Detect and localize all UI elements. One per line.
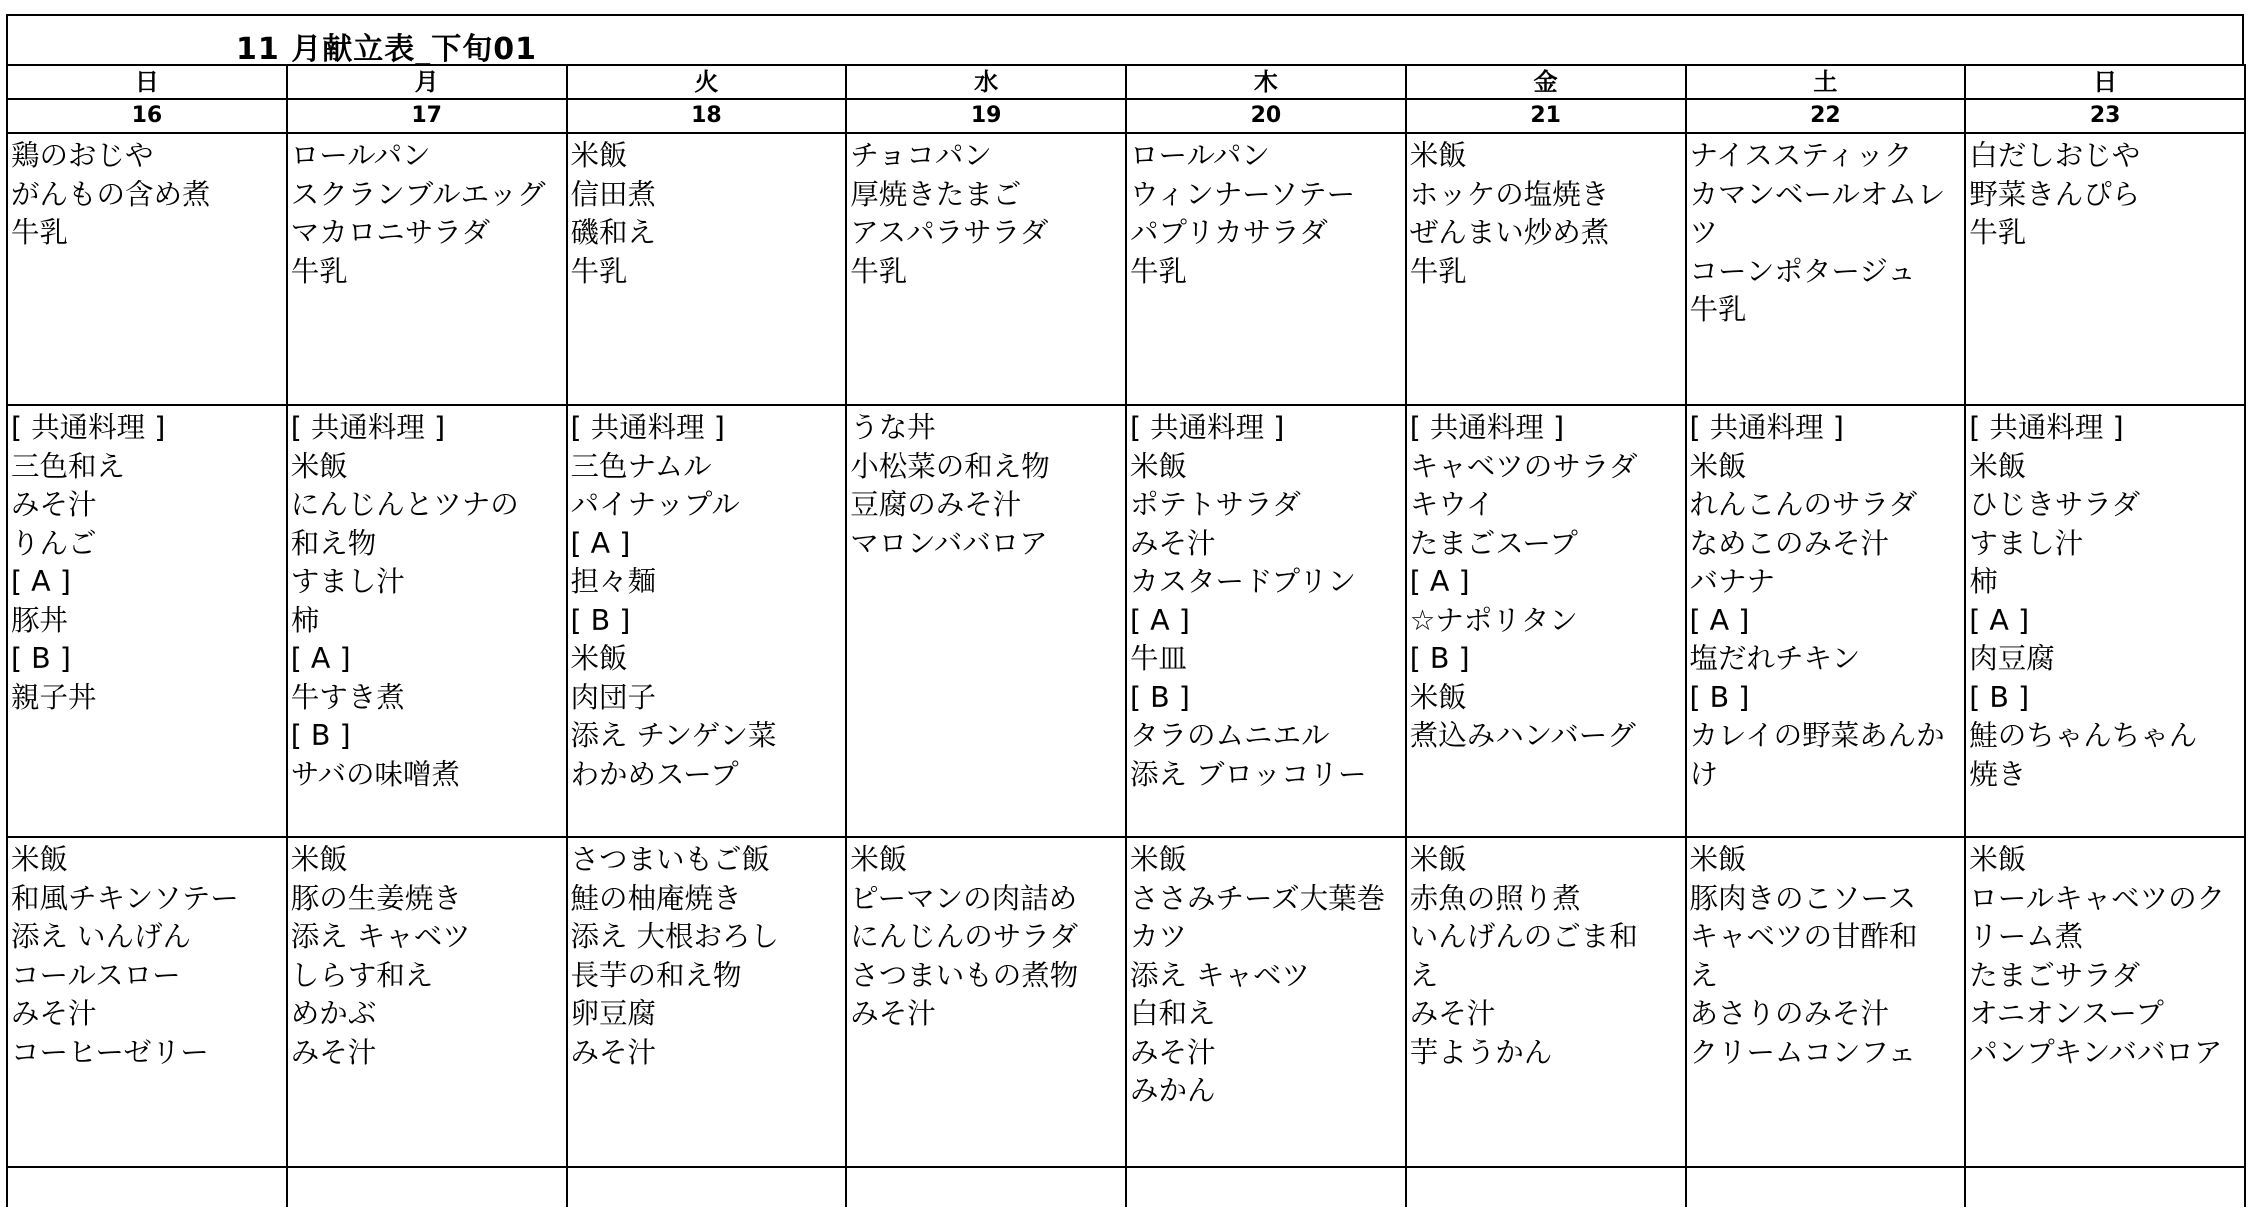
dish-item: ひじきサラダ [1969, 488, 2140, 521]
dish-item: カレイの野菜あんか [1689, 719, 1945, 752]
footer-cell [7, 1167, 287, 1207]
dish-item: マカロニサラダ [290, 216, 490, 249]
dish-item: 米飯 [1130, 843, 1188, 876]
dish-item: 添え チンゲン菜 [570, 719, 777, 752]
date-cell: 17 [287, 99, 567, 133]
dish-item: 牛乳 [1130, 254, 1188, 288]
dish-item: タラのムニエル [1130, 719, 1330, 752]
dish-item: キウイ [1409, 488, 1495, 521]
menu-title: 11 月献立表_下旬01 [236, 32, 537, 67]
dow-cell: 水 [846, 65, 1126, 99]
dish-item: カスタードプリン [1130, 565, 1357, 598]
dish-item: 三色和え [11, 449, 126, 483]
dish-item: みそ汁 [11, 488, 97, 521]
dish-item: [ A ] [1969, 603, 2030, 637]
dish-item: [ 共通料理 ] [1130, 411, 1285, 444]
dow-cell: 火 [567, 65, 847, 99]
dish-item: しらす和え [290, 958, 434, 992]
dish-item: 信田煮 [570, 177, 657, 211]
dish-item: [ B ] [1969, 680, 2030, 714]
dish-item: コーンポタージュ [1689, 254, 1916, 288]
dish-item: 添え 大根おろし [570, 920, 780, 953]
title-bar [6, 14, 2244, 66]
lunch-cell [1686, 405, 1966, 837]
dish-item: ロールパン [290, 139, 431, 172]
dish-item: 米飯 [11, 843, 69, 876]
dinner-cell [567, 837, 847, 1167]
dish-item: [ A ] [290, 642, 351, 675]
dish-item: 米飯 [1130, 449, 1188, 483]
dish-item: 小松菜の和え物 [850, 449, 1050, 483]
dinner-cell [7, 837, 287, 1167]
dish-item: みそ汁 [290, 1035, 377, 1069]
lunch-cell [567, 405, 847, 837]
dish-item: 牛乳 [1969, 216, 2027, 249]
dish-item: 牛すき煮 [290, 680, 405, 714]
dow-cell: 日 [7, 65, 287, 99]
dish-item: 牛乳 [290, 254, 348, 288]
footer-cell [1126, 1167, 1406, 1207]
dish-item: わかめスープ [570, 757, 739, 791]
dish-item: にんじんとツナの [290, 488, 519, 521]
dish-item: [ B ] [570, 603, 631, 637]
dish-item: 添え キャベツ [290, 920, 471, 953]
dish-item: 厚焼きたまご [850, 177, 1022, 211]
dish-item: 和え物 [290, 526, 377, 560]
dish-item: 和風チキンソテー [11, 881, 239, 915]
dish-item: ピーマンの肉詰め [850, 881, 1078, 915]
dish-item: 米飯 [1969, 449, 2027, 483]
dish-item: [ B ] [1409, 642, 1470, 675]
dish-item: 野菜きんぴら [1969, 177, 2141, 211]
dinner-cell [1406, 837, 1686, 1167]
footer-row [7, 1167, 2245, 1207]
dinner-cell [287, 837, 567, 1167]
dish-item: がんもの含め煮 [11, 177, 211, 211]
dish-item: 鶏のおじや [11, 139, 154, 172]
dish-item: 米飯 [1969, 843, 2027, 876]
dish-item: ぜんまい炒め煮 [1409, 216, 1610, 249]
dish-item: 牛乳 [1409, 254, 1467, 288]
footer-cell [287, 1167, 567, 1207]
dish-item: ロールキャベツのク [1969, 881, 2226, 915]
dinner-cell [1686, 837, 1966, 1167]
dish-item: 米飯 [290, 449, 348, 483]
dish-item: チョコパン [850, 139, 992, 172]
dish-item: パンプキンババロア [1969, 1035, 2223, 1069]
dish-item: [ A ] [1409, 565, 1470, 598]
dish-item: みそ汁 [570, 1035, 657, 1069]
dish-item: 白だしおじや [1969, 139, 2141, 172]
dish-item: 長芋の和え物 [570, 958, 742, 992]
dish-item: [ 共通料理 ] [11, 411, 166, 444]
dow-cell: 金 [1406, 65, 1686, 99]
dish-item: 牛乳 [11, 216, 69, 249]
menu-sheet [6, 14, 2244, 1216]
breakfast-cell [567, 133, 847, 405]
date-cell: 22 [1686, 99, 1966, 133]
dish-item: アスパラサラダ [850, 216, 1049, 249]
date-row [7, 99, 2245, 133]
dish-item: [ A ] [1689, 603, 1750, 637]
dish-item: え [1689, 958, 1719, 992]
dish-item: 米飯 [290, 843, 348, 876]
dinner-cell [1126, 837, 1406, 1167]
footer-cell [1406, 1167, 1686, 1207]
footer-cell [846, 1167, 1126, 1207]
dish-item: オニオンスープ [1969, 997, 2164, 1030]
date-cell: 18 [567, 99, 847, 133]
lunch-cell [7, 405, 287, 837]
dish-item: バナナ [1689, 565, 1776, 598]
dish-item: 牛乳 [850, 254, 908, 288]
dish-item: 煮込みハンバーグ [1409, 719, 1636, 752]
dish-item: いんげんのごま和 [1409, 920, 1638, 953]
dish-item: [ 共通料理 ] [1689, 411, 1844, 444]
dish-item: スクランブルエッグ [290, 177, 546, 211]
dish-item: 米飯 [850, 843, 908, 876]
dish-item: すまし汁 [1969, 526, 2084, 560]
dish-item: 親子丼 [11, 680, 97, 714]
dish-item: 豚の生姜焼き [290, 881, 462, 915]
dish-item: 牛皿 [1130, 642, 1188, 675]
dish-item: リーム煮 [1969, 920, 2084, 953]
dish-item: 赤魚の照り煮 [1409, 881, 1581, 915]
dish-item: 鮭のちゃんちゃん [1969, 719, 2198, 752]
dish-item: マロンババロア [850, 526, 1048, 560]
dish-item: 牛乳 [1689, 293, 1747, 326]
dish-item: [ A ] [570, 526, 631, 560]
dish-item: カツ [1130, 920, 1188, 953]
dish-item: 鮭の柚庵焼き [570, 881, 742, 915]
dow-cell: 土 [1686, 65, 1966, 99]
dish-item: [ B ] [290, 719, 351, 752]
dish-item: 牛乳 [570, 254, 628, 288]
dish-item: にんじんのサラダ [850, 920, 1078, 953]
dish-item: パイナップル [570, 488, 740, 521]
breakfast-cell [1126, 133, 1406, 405]
dish-item: [ 共通料理 ] [1969, 411, 2124, 444]
dish-item: 塩だれチキン [1689, 642, 1861, 675]
dish-item: カマンベールオムレ [1689, 177, 1946, 211]
dish-item: 柿 [1969, 565, 1998, 598]
dish-item: [ B ] [11, 642, 71, 675]
dish-item: みそ汁 [11, 997, 97, 1030]
dish-item: 米飯 [1409, 843, 1467, 876]
dish-item: け [1689, 757, 1719, 791]
dish-item: 卵豆腐 [570, 997, 657, 1030]
dish-item: 肉豆腐 [1969, 642, 2055, 675]
dish-item: みそ汁 [850, 997, 936, 1030]
dish-item: 米飯 [570, 642, 628, 675]
dish-item: ポテトサラダ [1130, 488, 1301, 521]
dish-item: コーヒーゼリー [11, 1035, 209, 1069]
dish-item: [ B ] [1130, 680, 1190, 714]
dish-item: 豆腐のみそ汁 [850, 488, 1022, 521]
date-cell: 23 [1965, 99, 2245, 133]
dish-item: すまし汁 [290, 565, 405, 598]
dow-cell: 月 [287, 65, 567, 99]
dish-item: めかぶ [290, 997, 377, 1030]
dinner-row [7, 837, 2245, 1167]
dish-item: キャベツの甘酢和 [1689, 920, 1918, 953]
dish-item: さつまいもご飯 [570, 843, 771, 876]
breakfast-cell [1406, 133, 1686, 405]
dish-item: [ 共通料理 ] [1409, 411, 1565, 444]
dish-item: うな丼 [850, 411, 936, 444]
breakfast-row [7, 133, 2245, 405]
dish-item: 添え キャベツ [1130, 958, 1311, 992]
dish-item: [ 共通料理 ] [290, 411, 446, 444]
dish-item: 添え いんげん [11, 920, 192, 953]
dow-cell: 日 [1965, 65, 2245, 99]
dinner-cell [846, 837, 1126, 1167]
lunch-cell [1406, 405, 1686, 837]
dish-item: 芋ようかん [1409, 1035, 1553, 1069]
dish-item: たまごサラダ [1969, 958, 2140, 992]
dish-item: サバの味噌煮 [290, 757, 461, 791]
dish-item: 米飯 [1409, 680, 1467, 714]
dish-item: なめこのみそ汁 [1689, 526, 1890, 560]
dish-item: 米飯 [1409, 139, 1467, 172]
dish-item: パプリカサラダ [1130, 216, 1328, 249]
footer-cell [1965, 1167, 2245, 1207]
lunch-cell [287, 405, 567, 837]
dish-item: [ A ] [11, 565, 71, 598]
breakfast-cell [7, 133, 287, 405]
dish-item: 三色ナムル [570, 449, 712, 483]
dish-item: みそ汁 [1130, 1035, 1216, 1069]
dinner-cell [1965, 837, 2245, 1167]
lunch-row [7, 405, 2245, 837]
dish-item: 豚肉きのこソース [1689, 881, 1917, 915]
dish-item: ウィンナーソテー [1130, 177, 1356, 211]
dish-item: みかん [1130, 1074, 1216, 1107]
dish-item: 担々麺 [570, 565, 657, 598]
dish-item: キャベツのサラダ [1409, 449, 1638, 483]
dish-item: れんこんのサラダ [1689, 488, 1918, 521]
footer-cell [567, 1167, 847, 1207]
dish-item: 米飯 [1689, 843, 1747, 876]
dish-item: さつまいもの煮物 [850, 958, 1079, 992]
dish-item: ☆ナポリタン [1409, 603, 1578, 637]
breakfast-cell [287, 133, 567, 405]
day-of-week-row [7, 65, 2245, 99]
dish-item: ツ [1689, 216, 1719, 249]
dish-item: たまごスープ [1409, 526, 1578, 560]
footer-cell [1686, 1167, 1966, 1207]
dish-item: 添え ブロッコリー [1130, 757, 1367, 791]
dish-item: りんご [11, 526, 97, 560]
breakfast-cell [1686, 133, 1966, 405]
dish-item: 白和え [1130, 997, 1216, 1030]
dish-item: ナイススティック [1689, 139, 1913, 172]
dish-item: え [1409, 958, 1439, 992]
lunch-cell [1965, 405, 2245, 837]
dish-item: 磯和え [570, 216, 657, 249]
date-cell: 19 [846, 99, 1126, 133]
dish-item: 豚丼 [11, 603, 69, 637]
menu-table [6, 64, 2246, 1207]
dish-item: みそ汁 [1409, 997, 1496, 1030]
dow-cell: 木 [1126, 65, 1406, 99]
dish-item: 米飯 [1689, 449, 1747, 483]
date-cell: 16 [7, 99, 287, 133]
dish-item: [ 共通料理 ] [570, 411, 725, 444]
dish-item: クリームコンフェ [1689, 1035, 1917, 1069]
dish-item: 肉団子 [570, 680, 657, 714]
dish-item: 焼き [1969, 757, 2027, 791]
date-cell: 20 [1126, 99, 1406, 133]
dish-item: [ B ] [1689, 680, 1750, 714]
dish-item: 米飯 [570, 139, 628, 172]
dish-item: 柿 [290, 603, 320, 637]
lunch-cell [846, 405, 1126, 837]
dish-item: みそ汁 [1130, 526, 1216, 560]
dish-item: ささみチーズ大葉巻 [1130, 881, 1386, 915]
lunch-cell [1126, 405, 1406, 837]
dish-item: あさりのみそ汁 [1689, 997, 1890, 1030]
breakfast-cell [846, 133, 1126, 405]
dish-item: コールスロー [11, 958, 181, 992]
breakfast-cell [1965, 133, 2245, 405]
date-cell: 21 [1406, 99, 1686, 133]
dish-item: ホッケの塩焼き [1409, 177, 1610, 211]
dish-item: [ A ] [1130, 603, 1190, 637]
dish-item: ロールパン [1130, 139, 1270, 172]
